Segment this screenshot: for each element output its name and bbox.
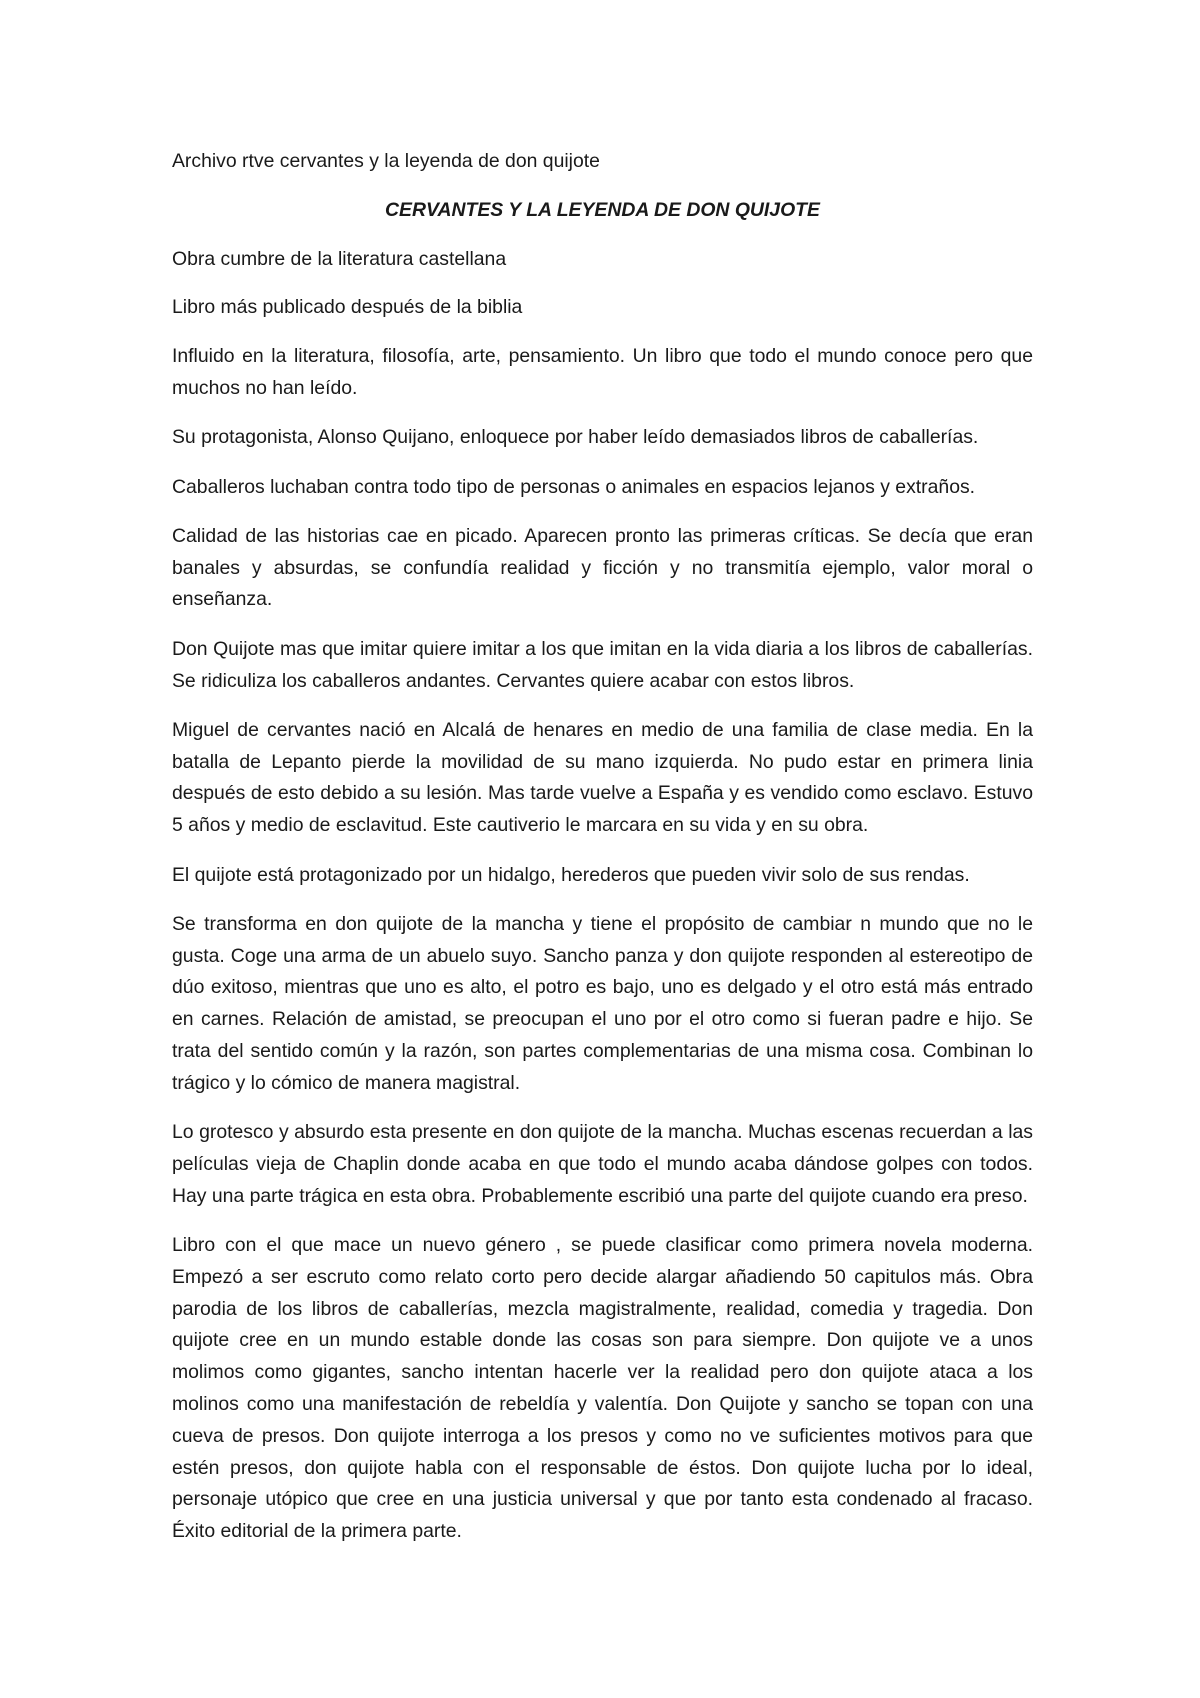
paragraph: Obra cumbre de la literatura castellana — [172, 247, 507, 270]
paragraph: Se transforma en don quijote de la mancha y tiene el propósito de cambiar n mundo que no le gusta. Coge una arma de un abuelo suyo. Sancho panza y don quijote responden al estereotipo de dúo exitoso, mientras que uno es alto, el potro es bajo, uno es delgado y el otro está más entrado en carnes. Relación de amistad, se preocupan el uno por el otro como si fueran padre e hijo. Se trata del sentido común y la razón, son partes complementarias de una misma cosa. Combinan lo trágico y lo cómico de manera magistral. — [172, 912, 1033, 1094]
paragraph: Libro con el que mace un nuevo género , se puede clasificar como primera novela moderna. Empezó a ser escruto como relato corto pero decide alargar añadiendo 50 capitulos más. Obra parodia de los libros de caballerías, mezcla magistralmente, realidad, comedia y tragedia. Don quijote cree en un mundo estable donde las cosas son para siempre. Don quijote ve a unos molimos como gigantes, sancho intentan hacerle ver la realidad pero don quijote ataca a los molinos como una manifestación de rebeldía y valentía. Don Quijote y sancho se topan con una cueva de presos. Don quijote interroga a los presos y como no ve suficientes motivos para que estén presos, don quijote habla con el responsable de éstos. Don quijote lucha por lo ideal, personaje utópico que cree en una justicia universal y que por tanto esta condenado al fracaso. Éxito editorial de la primera parte. — [172, 1234, 1033, 1543]
document-page — [172, 146, 1033, 1565]
paragraph: Lo grotesco y absurdo esta presente en don quijote de la mancha. Muchas escenas recuerdan a las películas vieja de Chaplin donde acaba en que todo el mundo acaba dándose golpes con todos. Hay una parte trágica en esta obra. Probablemente escribió una parte del quijote cuando era preso. — [172, 1121, 1033, 1207]
paragraph: Don Quijote mas que imitar quiere imitar a los que imitan en la vida diaria a los libros de caballerías. Se ridiculiza los caballeros andantes. Cervantes quiere acabar con estos libros. — [172, 637, 1033, 692]
paragraph: El quijote está protagonizado por un hidalgo, herederos que pueden vivir solo de sus rendas. — [172, 863, 970, 886]
paragraph: Libro más publicado después de la biblia — [172, 296, 523, 319]
document-title: CERVANTES Y LA LEYENDA DE DON QUIJOTE — [385, 198, 820, 221]
header-line: Archivo rtve cervantes y la leyenda de don quijote — [172, 150, 600, 172]
paragraph: Su protagonista, Alonso Quijano, enloquece por haber leído demasiados libros de caballerías. — [172, 426, 979, 449]
paragraph: Influido en la literatura, filosofía, arte, pensamiento. Un libro que todo el mundo conoce pero que muchos no han leído. — [172, 345, 1033, 399]
paragraph: Caballeros luchaban contra todo tipo de personas o animales en espacios lejanos y extraños. — [172, 475, 976, 498]
paragraph: Miguel de cervantes nació en Alcalá de henares en medio de una familia de clase media. En la batalla de Lepanto pierde la movilidad de su mano izquierda. No pudo estar en primera linia después de esto debido a su lesión. Mas tarde vuelve a España y es vendido como esclavo. Estuvo 5 años y medio de esclavitud. Este cautiverio le marcara en su vida y en su obra. — [172, 718, 1033, 837]
paragraph: Calidad de las historias cae en picado. Aparecen pronto las primeras críticas. Se decía que eran banales y absurdas, se confundía realidad y ficción y no transmitía ejemplo, valor moral o enseñanza. — [172, 524, 1033, 611]
